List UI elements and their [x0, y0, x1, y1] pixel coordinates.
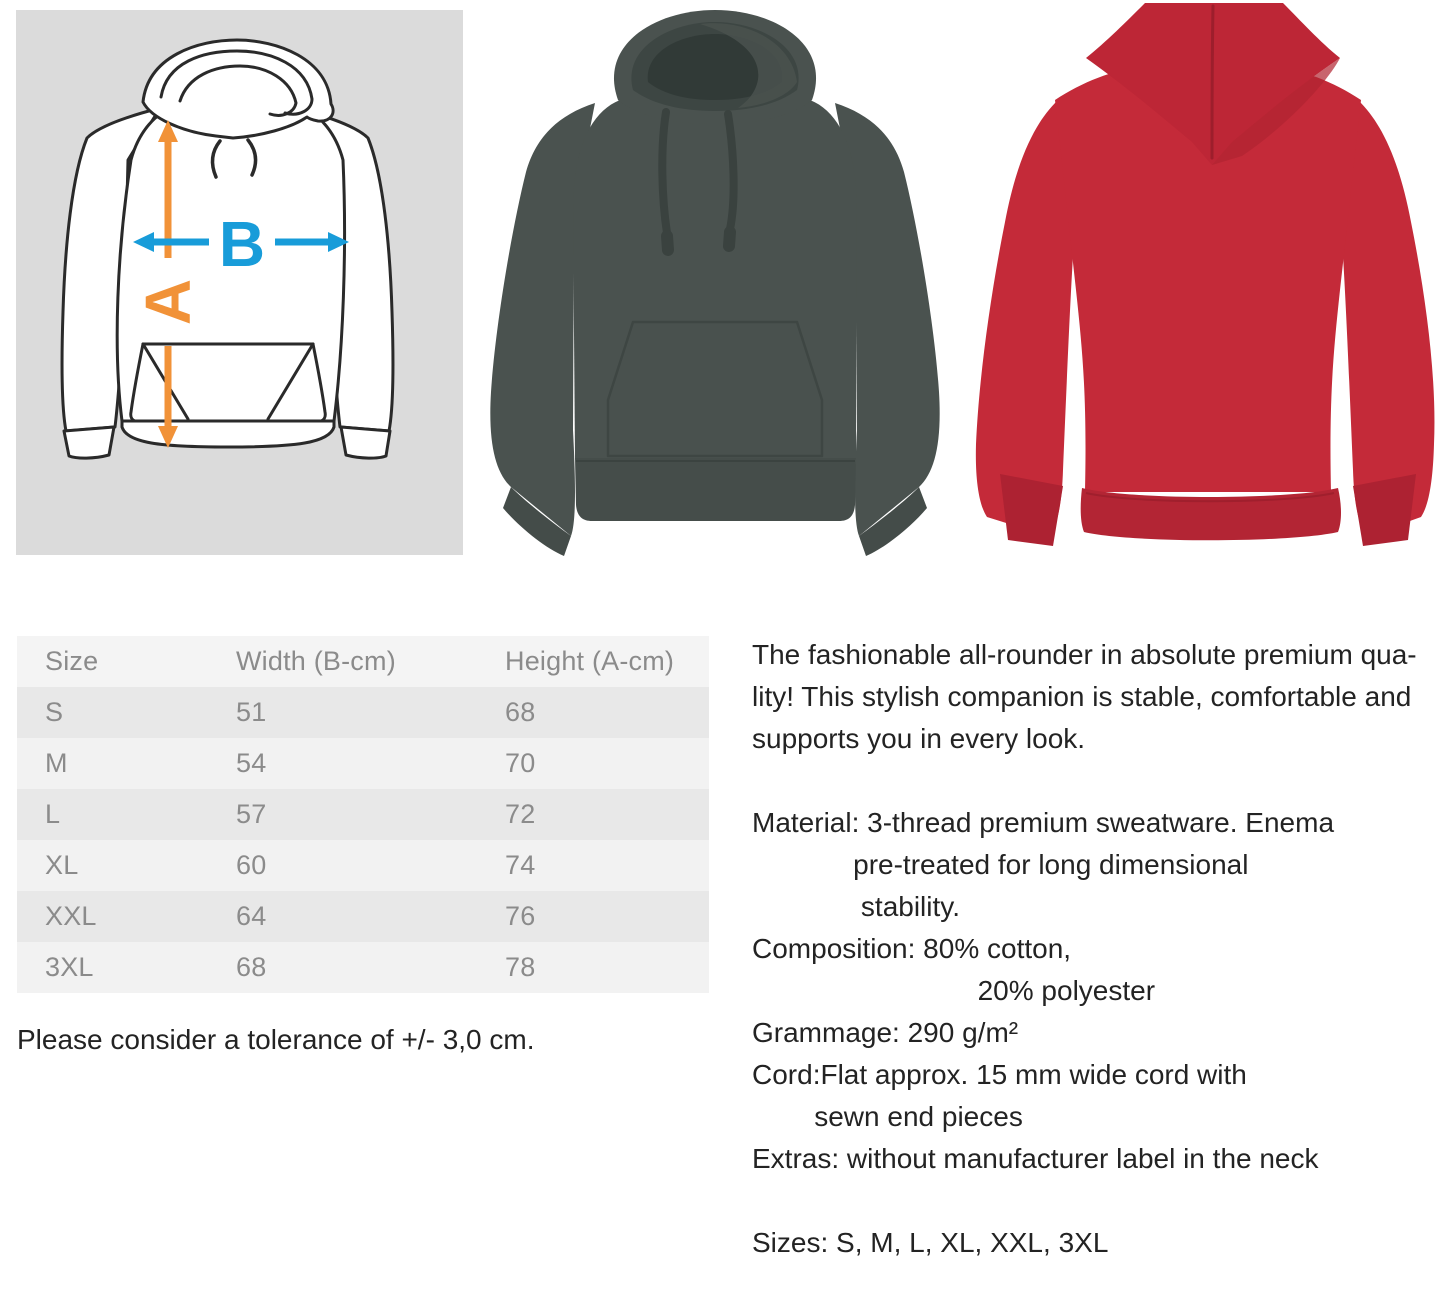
description-line: Material: 3-thread premium sweatware. Enema [752, 807, 1335, 838]
description-line: 20% polyester [752, 975, 1156, 1006]
back-left-cuff [1000, 474, 1063, 546]
back-hoodie-graphic [975, 0, 1440, 555]
size-cell: M [45, 748, 68, 778]
measure-label-a: A [132, 278, 204, 326]
measure-label-b: B [218, 208, 266, 280]
width-cell: 57 [236, 799, 267, 829]
table-row-xl [17, 840, 709, 891]
product-description [752, 634, 1440, 1264]
diagram-left-cuff [64, 427, 114, 458]
tolerance-note: Please consider a tolerance of +/- 3,0 cm. [17, 1024, 535, 1055]
size-chart-header-row [17, 636, 709, 687]
diagram-right-cuff [341, 427, 390, 458]
back-left-sleeve [976, 100, 1074, 536]
back-right-cuff [1353, 474, 1416, 546]
width-cell: 64 [236, 901, 267, 931]
column-header-size: Size [45, 646, 99, 676]
size-cell: L [45, 799, 61, 829]
size-chart-table [17, 636, 709, 993]
description-line: Grammage: 290 g/m² [752, 1017, 1019, 1048]
description-line: sewn end pieces [752, 1101, 1023, 1132]
table-row-xxl [17, 891, 709, 942]
description-line: lity! This stylish companion is stable, comfortable and [752, 681, 1412, 712]
description-line: Sizes: S, M, L, XL, XXL, 3XL [752, 1227, 1109, 1258]
description-line [752, 760, 1440, 802]
height-cell: 70 [505, 748, 536, 778]
diagram-hem [122, 421, 334, 447]
description-line: Extras: without manufacturer label in the neck [752, 1143, 1319, 1174]
back-hood-seam [1212, 6, 1213, 158]
description-line: Cord:Flat approx. 15 mm wide cord with [752, 1059, 1247, 1090]
hoodie-measurement-diagram [16, 10, 463, 555]
front-pocket [608, 322, 822, 456]
height-cell: 76 [505, 901, 536, 931]
back-hem-band [1081, 488, 1341, 540]
size-cell: 3XL [45, 952, 94, 982]
back-right-sleeve [1342, 100, 1434, 536]
size-cell: S [45, 697, 64, 727]
size-cell: XXL [45, 901, 97, 931]
table-row-m [17, 738, 709, 789]
front-hoodie-image [470, 0, 960, 560]
height-cell: 68 [505, 697, 536, 727]
column-header-height: Height (A-cm) [505, 646, 675, 676]
width-cell: 54 [236, 748, 267, 778]
description-line: supports you in every look. [752, 723, 1086, 754]
description-line: The fashionable all-rounder in absolute premium qua- [752, 639, 1417, 670]
table-row-3xl [17, 942, 709, 993]
table-row-s [17, 687, 709, 738]
front-hoodie-graphic [470, 0, 960, 560]
table-row-l [17, 789, 709, 840]
column-header-width: Width (B-cm) [236, 646, 396, 676]
height-cell: 78 [505, 952, 536, 982]
width-cell: 60 [236, 850, 267, 880]
height-cell: 72 [505, 799, 536, 829]
description-line [752, 1180, 1440, 1222]
size-cell: XL [45, 850, 79, 880]
description-line: Composition: 80% cotton, [752, 933, 1072, 964]
front-hem-band [575, 458, 856, 521]
back-hoodie-image [975, 0, 1440, 555]
size-diagram-panel [16, 10, 463, 555]
description-line: stability. [752, 891, 960, 922]
description-line: pre-treated for long dimensional [752, 849, 1249, 880]
width-cell: 68 [236, 952, 267, 982]
width-cell: 51 [236, 697, 267, 727]
height-cell: 74 [505, 850, 536, 880]
